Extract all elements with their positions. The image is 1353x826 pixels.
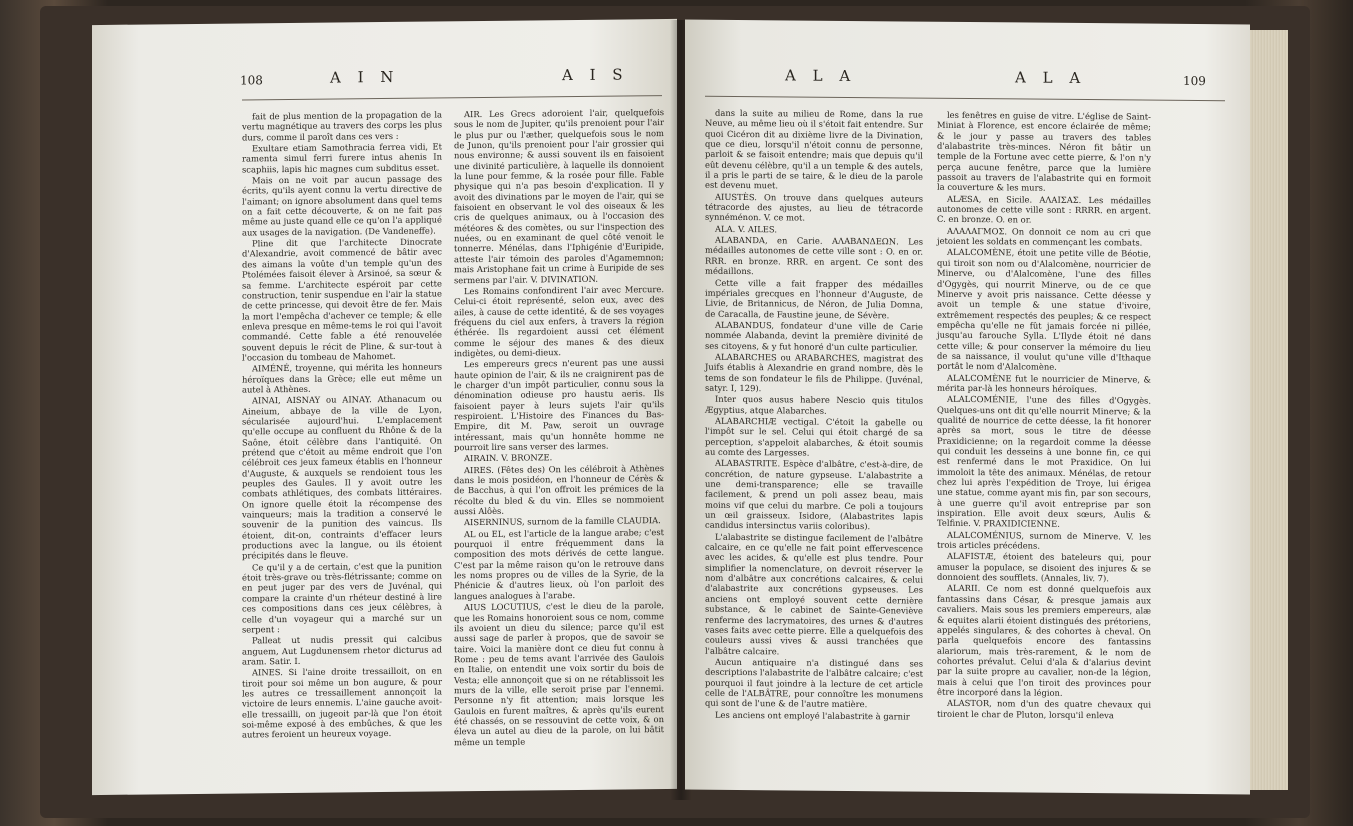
- paragraph: AIMÉNÉ, troyenne, qui mérita les honneurs héroïques dans la Grèce; elle eut même un autel à Athènes.: [242, 361, 442, 395]
- left-page: [92, 19, 677, 795]
- paragraph: AIRES. (Fêtes des) On les célébroit à Athènes dans le mois posidéon, en l'honneur de Cérès & de Bacchus, à qui l'on offroit les prémices de la récolte du bled & du vin. Elles se nommoient aussi Alôès.: [454, 462, 664, 517]
- paragraph: Les empereurs grecs n'eurent pas une aussi haute opinion de l'air, & ils ne craignirent pas de le charger d'un impôt particulier, connu sous la dénomination odieuse pro haustu aeris. Ils faisoient payer à leurs sujets l'air qu'ils respiroient. L'Histoire des Finances du Bas-Empire, dit M. Paw, seroit un ouvrage intéressant, mais qu'un honnête homme ne pourroit lire sans verser des larmes.: [454, 357, 664, 453]
- paragraph: ALALCOMÉNIE, l'une des filles d'Ogygès. Quelques-uns ont dit qu'elle nourrit Minerve; & la qualité de nourrice de cette déesse, la fit honorer après sa mort, sous le titre de déesse Praxidicienne; on la regardoit comme la déesse qui conduit les desseins à une bonne fin, ce qui est renfermé dans le mot Praxidice. On lui immoloit la tête des animaux. Ménélas, de retour chez lui après l'expédition de Troye, lui érigea une statue, comme ayant mis fin, par son secours, à une guerre qu'il avoit entreprise par son inspiration. Elle avoit deux sœurs, Aulis & Telfinie. V. PRAXIDICIENNE.: [937, 394, 1151, 530]
- right-header-right-word: A L A: [1015, 68, 1087, 88]
- left-header-rule: [242, 95, 662, 100]
- paragraph: ALALCOMÈNE, étoit une petite ville de Béotie, qui tiroit son nom ou d'Alalcomène, nourricier de Minerve, ou d'Alalcomène, l'une des filles d'Ogygès, qui nourrit Minerve, ou de ce que Minerve y avoit pris naissance. Cette déesse y avoit un temple & une statue d'ivoire, extrêmement respectés des peuples; & ce respect empêcha qu'elle ne fût jamais forcée ni pillée, jusqu'au farouche Sylla. L'Ilyde étoit né dans cette ville; & pour conserver la mémoire du lieu de sa naissance, il voulut qu'une ville d'Ithaque portât le nom d'Alalcomène.: [937, 247, 1151, 373]
- paragraph: ALABASTRITE. Espèce d'albâtre, c'est-à-dire, de concrétion, de nature gypseuse. L'alabastrite a une demi-transparence; elle se travaille facilement, & prend un poli assez beau, mais moins vif que celui du marbre. Ce poli a toujours un œil graisseux. Isidore, (Alabastrites lapis candidus intersinctus variis coloribus).: [705, 458, 923, 532]
- left-page-header: [92, 65, 677, 95]
- paragraph: Exultare etiam Samothracia ferrea vidi, Et ramenta simul ferri furere intus ahenis In scaphiis, lapis hic magnes cum subditus esset.: [242, 141, 442, 175]
- paragraph: Ce qu'il y a de certain, c'est que la punition étoit très-grave ou très-flétrissante; comme on en peut juger par des vers de Juvénal, qui compare la crainte d'un rhéteur destiné à lire ces compositions dans ces jeux célèbres, à celle d'un voyageur qui a marché sur un serpent :: [242, 560, 442, 635]
- paragraph: ALALCOMÉNIUS, surnom de Minerve. V. les trois articles précédens.: [937, 529, 1151, 551]
- paragraph: Palleat ut nudis pressit qui calcibus anguem, Aut Lugdunensem rhetor dicturus ad aram. Satir. I.: [242, 633, 442, 667]
- paragraph: Cette ville a fait frapper des médailles impériales grecques en l'honneur d'Auguste, de Livie, de Britannicus, de Néron, de Julia Domna, de Caracalla, de Faustine jeune, de Sévère.: [705, 277, 923, 320]
- paragraph: Les Romains confondirent l'air avec Mercure. Celui-ci étoit représenté, selon eux, avec des ailes, à cause de cette identité, & de ses voyages fréquens du ciel aux enfers, à travers la région éthérée. Ils regardoient aussi cet élément comme le séjour des manes & des dieux indigètes, ou demi-dieux.: [454, 283, 664, 359]
- paragraph: ALA. V. AILES.: [715, 223, 778, 235]
- paragraph: AIUSTÈS. On trouve dans quelques auteurs tétracorde des ajustes, au lieu de tétracorde synnéménon. V. ce mot.: [705, 191, 923, 224]
- paragraph: ALASTOR, nom d'un des quatre chevaux qui tiroient le char de Pluton, lorsqu'il enleva: [937, 698, 1151, 720]
- paragraph: les fenêtres en guise de vitre. L'église de Saint-Miniat à Florence, est encore éclairée de même; & le jour y passe au travers des tables d'alabastrite très-minces. Néron fit bâtir un temple de la Fortune avec cette pierre, & l'on n'y perça aucune fenêtre, parce que la lumière passoit au travers de l'alabastrite qui en formoit la couverture & les murs.: [937, 109, 1151, 194]
- paragraph: ALÆSA, en Sicile. ΑΛΑΙΣΑΣ. Les médailles autonomes de cette ville sont : RRRR. en argent. C. en bronze. O. en or.: [937, 193, 1151, 225]
- right-header-rule: [705, 96, 1225, 102]
- left-header-right-word: A I S: [562, 65, 629, 85]
- page-edges-right: [1248, 30, 1288, 790]
- paragraph: Pline dit que l'architecte Dinocrate d'Alexandrie, avoit commencé de bâtir avec des aimans la voûte d'un temple qu'un des Ptolémées faisoit élever à Arsinoé, sa sœur & sa femme. L'architecte espéroit par cette construction, tenir suspendue en l'air la statue de cette princesse, qui devoit être de fer. Mais la mort l'empêcha d'achever ce temple; & elle enleva presque en même-tems le roi qui l'avoit commandé. Cette fable a été renouvelée souvent depuis le récit de Pline, & sur-tout à l'occasion du tombeau de Mahomet.: [242, 236, 442, 363]
- paragraph: AL ou EL, est l'article de la langue arabe; c'est pourquoi il entre fréquemment dans la composition des mots dérivés de cette langue. C'est par la même raison qu'on le retrouve dans les noms propres ou de villes de la Syrie, de la Phénicie & d'autres lieux, où l'on parloit des langues analogues à l'arabe.: [454, 526, 664, 602]
- paragraph: AIUS LOCUTIUS, c'est le dieu de la parole, que les Romains honoroient sous ce nom, comme ils avoient un dieu du silence; parce qu'il est aussi sage de parler à propos, que de savoir se taire. Voici la manière dont ce dieu fut connu à Rome : peu de tems avant l'arrivée des Gaulois en Italie, on entendit une voix sortir du bois de Vesta; elle annonçoit que si on ne rétablissoit les murs de la ville, elle seroit prise par l'ennemi. Personne n'y fit attention; mais lorsque les Gaulois en furent maîtres, & après qu'ils eurent été chassés, on se ressouvint de cette voix, & on éleva un autel au dieu de la parole, on lui bâtit même un temple: [454, 600, 664, 747]
- left-page-number: 108: [240, 73, 263, 88]
- left-column-2: [454, 107, 664, 748]
- right-column-2: [937, 110, 1151, 722]
- paragraph: ΑΛΑΛΑΓΜΟΣ. On donnoit ce nom au cri que jetoient les soldats en commençant les combats.: [937, 225, 1151, 248]
- right-page-number: 109: [1183, 73, 1206, 89]
- paragraph: AINAI, AISNAY ou AINAY. Athanacum ou Aineium, abbaye de la ville de Lyon, sécularisée aujourd'hui. L'emplacement qu'elle occupe au confluent du Rhône & de la Saône, étoit célèbre dans l'antiquité. On prétend que c'étoit au même endroit que l'on célébroit ces jeux fameux établis en l'honneur d'Auguste, & auxquels se rendoient tous les peuples des Gaules. Il y avoit outre les combats athlétiques, des combats littéraires. On ignore quelle étoit la récompense des vainqueurs; mais la tradition a conservé le souvenir de la punition des vaincus. Ils étoient, dit-on, contraints d'effacer leurs productions avec la langue, ou ils étoient précipités dans le fleuve.: [242, 393, 442, 561]
- paragraph: fait de plus mention de la propagation de la vertu magnétique au travers des corps les plus durs, comme il paroît dans ces vers :: [242, 109, 442, 143]
- paragraph: dans la suite au milieu de Rome, dans la rue Neuve, au même lieu où il s'étoit fait entendre. Sur quoi Cicéron dit au dixième livre de la Divination, que ce dieu, lorsqu'il n'étoit connu de personne, parloit & se faisoit entendre; mais que depuis qu'il eût devenu célèbre, qu'il a un temple & des autels, il a pris le parti de se taire, & le dieu de la parole est devenu muet.: [705, 107, 923, 191]
- paragraph: L'alabastrite se distingue facilement de l'albâtre calcaire, en ce qu'elle ne fait point effervescence avec les acides, & qu'elle est plus tendre. Pour simplifier la nomenclature, on devroit réserver le nom d'albâtre aux concrétions calcaires, & celui d'alabastrite aux concrétions gypseuses. Les anciens ont employé souvent cette dernière substance, & le cabinet de Sainte-Geneviève renferme des lacrymatoires, des urnes & d'autres vases faits avec cette pierre. Elle a quelquefois des couleurs aussi vives & aussi tranchées que l'albâtre calcaire.: [705, 531, 923, 656]
- paragraph: Aucun antiquaire n'a distingué dans ses descriptions l'alabastrite de l'albâtre calcaire; c'est pourquoi il faut joindre à la lecture de cet article celle de l'ALBÂTRE, pour connoître les monumens qui sont de l'une & de l'autre matière.: [705, 656, 923, 710]
- right-header-left-word: A L A: [785, 66, 857, 86]
- paragraph: AIRAIN. V. BRONZE.: [464, 452, 553, 464]
- left-header-left-word: A I N: [330, 67, 400, 87]
- paragraph: ALAFISTÆ, étoient des bateleurs qui, pour amuser la populace, se disoient des injures & se donnoient des soufflets. (Annales, liv. 7).: [937, 551, 1151, 584]
- left-column-1: [242, 109, 442, 741]
- right-page-header: [685, 66, 1250, 95]
- paragraph: Mais on ne voit par aucun passage des écrits, qu'ils ayent connu la vertu directive de l'aimant; on ignore absolument dans quel tems on a fait cette découverte, & on ne fait pas même au juste quand elle ce qu'on l'a appliqué aux usages de la navigation. (De Vandeneffe).: [242, 173, 442, 238]
- paragraph: ALABARCHIÆ vectigal. C'étoit la gabelle ou l'impôt sur le sel. Celui qui étoit chargé de sa perception, s'appeloit alabarches, & étoit soumis au comte des Largesses.: [705, 415, 923, 458]
- right-page: [685, 20, 1250, 795]
- paragraph: AISERNINUS, surnom de la famille CLAUDIA.: [464, 515, 661, 528]
- paragraph: Les anciens ont employé l'alabastrite à garnir: [715, 709, 910, 722]
- paragraph: AINES. Si l'aine droite tressailloit, on en tiroit pour soi même un bon augure, & pour les autres ce tressaillement annonçoit la victoire de leurs ennemis. L'aine gauche avoit-elle tressailli, on jugeoit par-là que l'on étoit soi-même exposé à des embûches, & que les autres feroient un heureux voyage.: [242, 665, 442, 740]
- paragraph: ALABANDUS, fondateur d'une ville de Carie nommée Alabanda, devint la première divinité de ses citoyens, & y fut honoré d'un culte particulier.: [705, 319, 923, 353]
- paragraph: ALALCOMÈNE fut le nourricier de Minerve, & mérita par-là les honneurs héroïques.: [937, 372, 1151, 395]
- paragraph: AIR. Les Grecs adoroient l'air, quelquefois sous le nom de Jupiter, qu'ils prenoient pour l'air le plus pur ou l'æther, quelquefois sous le nom de Junon, qu'ils prenoient pour l'air grossier qui nous environne; & aussi souvent ils en faisoient une divinité particulière, à laquelle ils donnoient la lune pour femme, & la rosée pour fille. Fable physique qui n'a pas besoin d'explication. Il y avoit des divinations par le moyen de l'air, qui se faisoient en observant le vol des oiseaux & les cris de quelques animaux, ou à l'occasion des météores & des comètes, ou sur l'inspection des nuées, ou en examinant de quel côté venoit le tonnerre. Ménélas, dans l'Iphigénie d'Euripide, atteste l'air témoin des paroles d'Agamemnon; mais Aristophane fait un crime à Euripide de ses sermens par l'air. V. DIVINATION.: [454, 107, 664, 285]
- paragraph: ALARII. Ce nom est donné quelquefois aux fantassins dans César, & presque jamais aux cavaliers. Mais sous les premiers empereurs, alæ & equites alarii étoient distingués des prétoriens, appelés singulares, & des cohortes à cheval. On parla quelquefois encore des fantassins alariorum, mais très-rarement, & le nom de cohortes prévalut. Celui d'ala & d'alarius devint par la suite propre au cavalier, non-de la légion, mais à celui que l'on tiroit des provinces pour être incorporé dans la légion.: [937, 583, 1151, 698]
- paragraph: ALABANDA, en Carie. ΑΛΑΒΑΝΔΕΩΝ. Les médailles autonomes de cette ville sont : O. en or. RRR. en bronze. RRR. en argent. Ce sont des médaillons.: [705, 234, 923, 277]
- right-column-1: [705, 108, 923, 723]
- paragraph: ALABARCHES ou ARABARCHES, magistrat des Juifs établis à Alexandrie en grand nombre, dès le tems de son fondateur le fils de Philippe. (Juvénal, satyr. I, 129).: [705, 351, 923, 394]
- paragraph: Inter quos ausus habere Nescio quis titulos Ægyptius, atque Alabarches.: [705, 394, 923, 416]
